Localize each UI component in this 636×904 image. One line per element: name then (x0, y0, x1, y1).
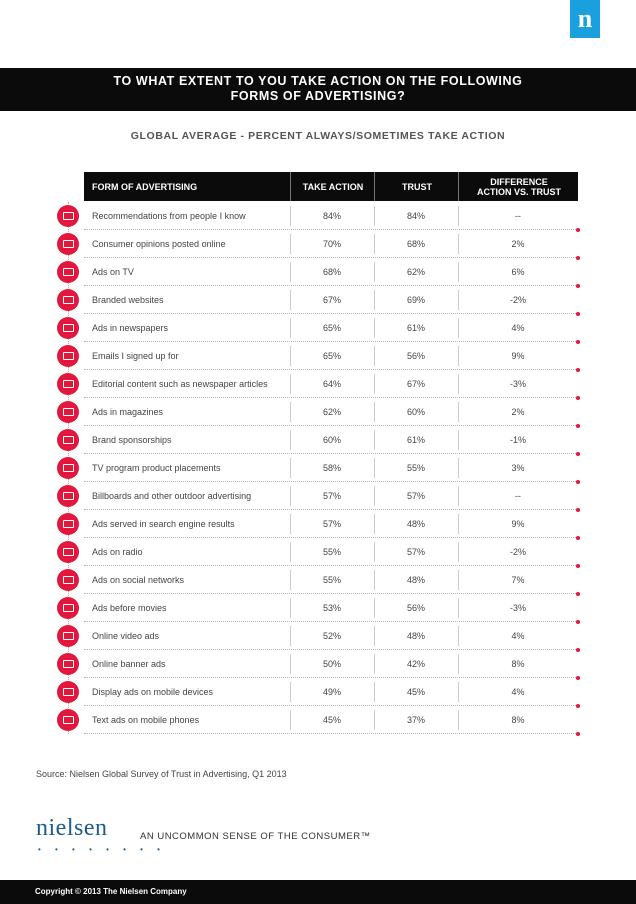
table-row (0, 538, 636, 566)
difference-value: 4% (511, 687, 525, 697)
trust-value: 56% (406, 351, 425, 361)
table-row (0, 426, 636, 454)
source-note: Source: Nielsen Global Survey of Trust in Advertising, Q1 2013 (36, 769, 287, 779)
take-action-value: 57% (322, 519, 341, 529)
form-label: Editorial content such as newspaper articles (92, 379, 268, 389)
laptop-icon (57, 233, 79, 255)
header-take-action: TAKE ACTION (290, 172, 375, 201)
difference-value: 7% (511, 575, 525, 585)
title-line-1: TO WHAT EXTENT TO YOU TAKE ACTION ON THE FOLLOWING (113, 74, 523, 88)
wordmark-dots: • • • • • • • • (38, 845, 166, 854)
table-row (0, 398, 636, 426)
trust-value: 61% (406, 435, 425, 445)
table-body (0, 202, 636, 734)
subtitle: GLOBAL AVERAGE - PERCENT ALWAYS/SOMETIMES TAKE ACTION (130, 130, 506, 142)
table-row (0, 678, 636, 706)
difference-value: 2% (511, 239, 525, 249)
laptop-icon (57, 345, 79, 367)
sponsorship-icon (57, 429, 79, 451)
form-label: Display ads on mobile devices (92, 687, 214, 697)
take-action-value: 49% (322, 687, 341, 697)
take-action-value: 70% (322, 239, 341, 249)
trust-value: 60% (406, 407, 425, 417)
copyright: Copyright © 2013 The Nielsen Company (35, 887, 187, 896)
take-action-value: 65% (322, 323, 341, 333)
tv-icon (57, 261, 79, 283)
newspaper-icon (57, 317, 79, 339)
form-label: Branded websites (92, 295, 164, 305)
trust-value: 69% (406, 295, 425, 305)
take-action-value: 50% (322, 659, 341, 669)
form-label: Ads before movies (92, 603, 167, 613)
radio-icon (57, 541, 79, 563)
take-action-value: 55% (322, 547, 341, 557)
chat-icon (57, 569, 79, 591)
nielsen-wordmark: nielsen (36, 815, 108, 841)
take-action-value: 64% (322, 379, 341, 389)
form-label: Ads on social networks (92, 575, 185, 585)
difference-value: 8% (511, 659, 525, 669)
trust-value: 48% (406, 631, 425, 641)
form-label: Text ads on mobile phones (92, 715, 200, 725)
video-icon (57, 625, 79, 647)
trust-value: 84% (406, 211, 425, 221)
newspaper-icon (57, 373, 79, 395)
form-label: Emails I signed up for (92, 351, 179, 361)
take-action-value: 62% (322, 407, 341, 417)
form-label: Online video ads (92, 631, 160, 641)
table-row (0, 594, 636, 622)
take-action-value: 52% (322, 631, 341, 641)
header-diff-line-1: DIFFERENCE (490, 176, 548, 187)
form-label: Brand sponsorships (92, 435, 172, 445)
cursor-icon (57, 653, 79, 675)
form-label: Recommendations from people I know (92, 211, 246, 221)
magazine-icon (57, 401, 79, 423)
table-row (0, 202, 636, 230)
trust-value: 48% (406, 519, 425, 529)
table-row (0, 370, 636, 398)
form-label: Ads in newspapers (92, 323, 169, 333)
difference-value: 6% (511, 267, 525, 277)
trust-value: 61% (406, 323, 425, 333)
page-title (0, 68, 636, 111)
row-rule (84, 733, 578, 734)
cursor-icon (57, 513, 79, 535)
trust-value: 57% (406, 491, 425, 501)
mobile-icon (57, 709, 79, 731)
take-action-value: 53% (322, 603, 341, 613)
difference-value: 4% (511, 323, 525, 333)
take-action-value: 45% (322, 715, 341, 725)
table-row (0, 454, 636, 482)
tv-icon (57, 457, 79, 479)
take-action-value: 58% (322, 463, 341, 473)
trust-value: 57% (406, 547, 425, 557)
tagline: AN UNCOMMON SENSE OF THE CONSUMER™ (140, 831, 371, 842)
table-row (0, 706, 636, 734)
difference-value: 4% (511, 631, 525, 641)
table-row (0, 566, 636, 594)
trust-value: 48% (406, 575, 425, 585)
form-label: Ads on radio (92, 547, 143, 557)
table-row (0, 230, 636, 258)
trust-value: 67% (406, 379, 425, 389)
form-label: TV program product placements (92, 463, 221, 473)
table-row (0, 622, 636, 650)
table-row (0, 342, 636, 370)
browser-icon (57, 289, 79, 311)
difference-value: -3% (509, 603, 526, 613)
table-row (0, 510, 636, 538)
take-action-value: 60% (322, 435, 341, 445)
difference-value: 9% (511, 519, 525, 529)
take-action-value: 55% (322, 575, 341, 585)
difference-value: -1% (509, 435, 526, 445)
take-action-value: 65% (322, 351, 341, 361)
trust-value: 45% (406, 687, 425, 697)
table-row (0, 482, 636, 510)
title-line-2: FORMS OF ADVERTISING? (230, 89, 406, 103)
difference-value: 2% (511, 407, 525, 417)
header-diff-line-2: ACTION VS. TRUST (476, 186, 561, 197)
row-end-dot (576, 732, 580, 736)
trust-value: 37% (406, 715, 425, 725)
form-label: Ads served in search engine results (92, 519, 235, 529)
trust-value: 56% (406, 603, 425, 613)
header-trust: TRUST (374, 172, 459, 201)
form-label: Billboards and other outdoor advertising (92, 491, 252, 501)
footer (0, 880, 636, 904)
header-form: FORM OF ADVERTISING (92, 181, 198, 192)
mobile-icon (57, 681, 79, 703)
difference-value: -- (515, 211, 521, 221)
form-label: Ads in magazines (92, 407, 164, 417)
header-difference (458, 172, 579, 201)
difference-value: -2% (509, 547, 526, 557)
take-action-value: 57% (322, 491, 341, 501)
difference-value: -3% (509, 379, 526, 389)
trust-value: 62% (406, 267, 425, 277)
form-label: Online banner ads (92, 659, 166, 669)
table-row (0, 258, 636, 286)
table-row (0, 650, 636, 678)
difference-value: -2% (509, 295, 526, 305)
difference-value: 3% (511, 463, 525, 473)
difference-value: 9% (511, 351, 525, 361)
take-action-value: 84% (322, 211, 341, 221)
billboard-icon (57, 485, 79, 507)
table-header (84, 172, 578, 201)
form-label: Consumer opinions posted online (92, 239, 226, 249)
difference-value: 8% (511, 715, 525, 725)
take-action-value: 67% (322, 295, 341, 305)
table-row (0, 314, 636, 342)
difference-value: -- (515, 491, 521, 501)
table-row (0, 286, 636, 314)
trust-value: 55% (406, 463, 425, 473)
people-icon (57, 205, 79, 227)
trust-value: 42% (406, 659, 425, 669)
take-action-value: 68% (322, 267, 341, 277)
ticket-icon (57, 597, 79, 619)
trust-value: 68% (406, 239, 425, 249)
form-label: Ads on TV (92, 267, 134, 277)
nielsen-logo-mark: n (570, 0, 600, 38)
